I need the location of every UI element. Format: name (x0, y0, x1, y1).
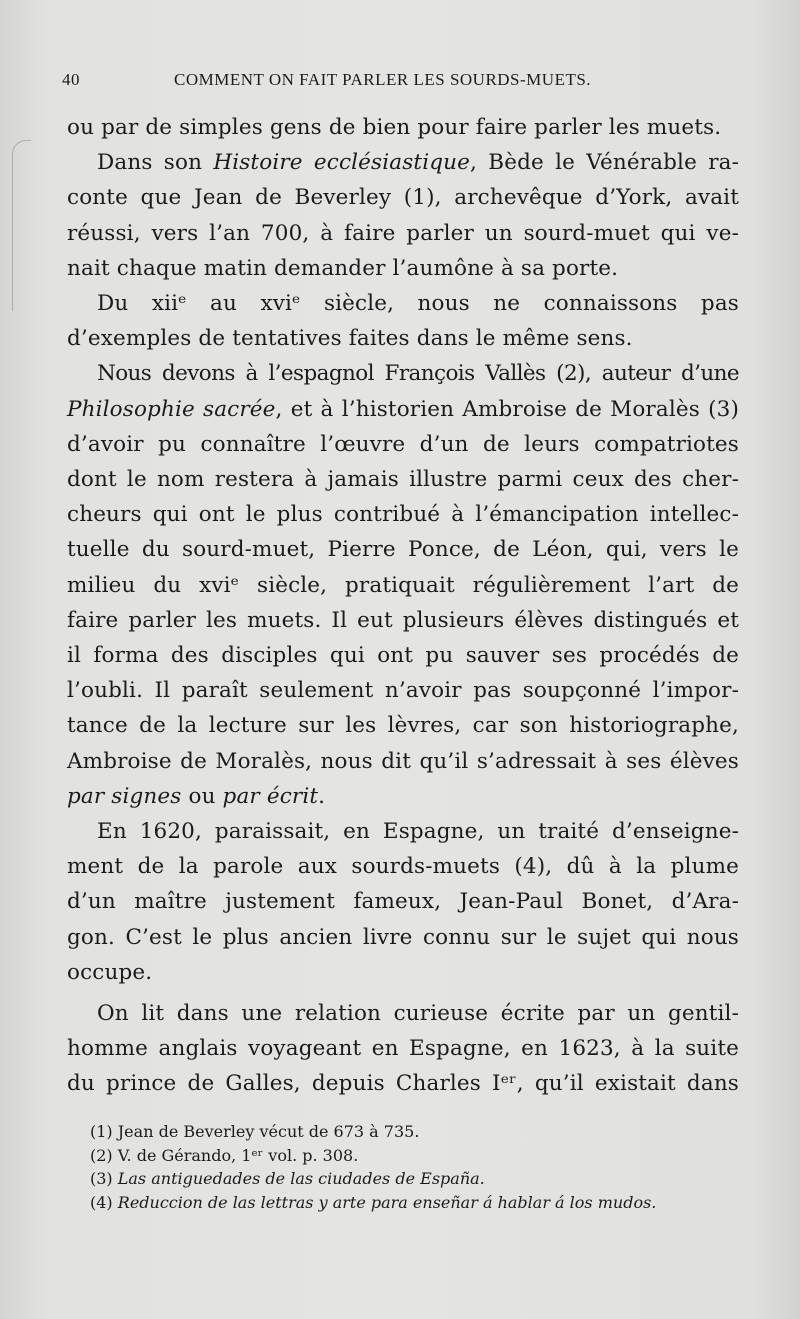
paragraph (67, 286, 739, 356)
margin-pencil-mark (12, 140, 31, 311)
text-line (67, 392, 739, 427)
text-line: réussi, vers l’an 700, à faire parler un sourd-muet qui ve- (67, 220, 739, 246)
text-run: . (318, 783, 326, 809)
text-line: tance de la lecture sur les lèvres, car son historiographe, (67, 713, 739, 739)
footnote (90, 1167, 730, 1191)
italic-phrase: par signes (67, 783, 182, 809)
paragraph (67, 996, 739, 1102)
footnote-marker: (3) (90, 1169, 113, 1188)
text-line: l’oubli. Il paraît seulement n’avoir pas soupçonné l’impor- (67, 678, 739, 704)
paragraph (67, 356, 739, 814)
text-line: occupe. (67, 959, 153, 985)
text-line: tuelle du sourd-muet, Pierre Ponce, de Léon, qui, vers le (67, 537, 739, 563)
text-run: Dans son (97, 150, 214, 176)
footnote-text: V. de Gérando, 1ᵉʳ vol. p. 308. (117, 1145, 359, 1165)
footnote-marker: (4) (90, 1192, 113, 1212)
footnote (90, 1120, 730, 1144)
body-text (67, 110, 739, 1102)
text-line: Du xiiᵉ au xviᵉ siècle, nous ne connaissons pas (97, 291, 739, 317)
footnote-text: Reduccion de las lettras y arte para enseñar á hablar á los mudos. (117, 1192, 657, 1212)
text-line: d’un maître justement fameux, Jean-Paul Bonet, d’Ara- (67, 889, 739, 915)
footnote-text: Jean de Beverley vécut de 673 à 735. (117, 1122, 420, 1141)
text-line: cheurs qui ont le plus contribué à l’émancipation intellec- (67, 502, 739, 528)
text-run: , Bède le Vénérable ra- (470, 150, 740, 176)
text-line: il forma des disciples qui ont pu sauver ses procédés de (67, 643, 739, 669)
running-header (62, 70, 740, 94)
italic-title: Philosophie sacrée (67, 396, 276, 422)
footnote (90, 1191, 730, 1215)
italic-title: Histoire ecclésiastique (213, 150, 471, 176)
footnote (90, 1144, 730, 1168)
footnote-marker: (2) (90, 1145, 113, 1165)
paragraph (67, 814, 739, 990)
text-line: gon. C’est le plus ancien livre connu sur le sujet qui nous (67, 924, 739, 950)
text-line: conte que Jean de Beverley (1), archevêque d’York, avait (67, 185, 739, 211)
text-line: faire parler les muets. Il eut plusieurs élèves distingués et (67, 607, 739, 633)
text-line: homme anglais voyageant en Espagne, en 1623, à la suite (67, 1036, 739, 1062)
footnote-text: Las antiguedades de las ciudades de España. (117, 1169, 485, 1188)
paragraph (67, 110, 739, 145)
text-line: On lit dans une relation curieuse écrite par un gentil- (97, 1001, 739, 1027)
footnote-marker: (1) (90, 1122, 113, 1141)
text-line: milieu du xviᵉ siècle, pratiquait régulièrement l’art de (67, 572, 739, 598)
text-line: dont le nom restera à jamais illustre parmi ceux des cher- (67, 467, 739, 493)
text-line: nait chaque matin demander l’aumône à sa porte. (67, 255, 619, 281)
text-line: Nous devons à l’espagnol François Vallès (2), auteur d’une (97, 361, 739, 387)
italic-phrase: par écrit (222, 783, 319, 809)
text-line: En 1620, paraissait, en Espagne, un traité d’enseigne- (97, 819, 739, 845)
text-line (67, 145, 739, 180)
text-line (67, 779, 739, 814)
running-title: COMMENT ON FAIT PARLER LES SOURDS-MUETS. (174, 70, 592, 89)
text-run: ou (181, 783, 223, 809)
text-line: ment de la parole aux sourds-muets (4), dû à la plume (67, 854, 739, 880)
text-line: d’avoir pu connaître l’œuvre d’un de leurs compatriotes (67, 431, 739, 457)
text-line: ou par de simples gens de bien pour faire parler les muets. (67, 115, 722, 140)
paragraph (67, 145, 739, 286)
text-line: du prince de Galles, depuis Charles Iᵉʳ, qu’il existait dans (67, 1071, 739, 1097)
text-run: , et à l’historien Ambroise de Moralès (3) (275, 396, 739, 422)
page-number: 40 (62, 70, 80, 89)
text-line: Ambroise de Moralès, nous dit qu’il s’adressait à ses élèves (67, 748, 739, 774)
text-line: d’exemples de tentatives faites dans le même sens. (67, 326, 633, 352)
footnotes (90, 1120, 730, 1214)
